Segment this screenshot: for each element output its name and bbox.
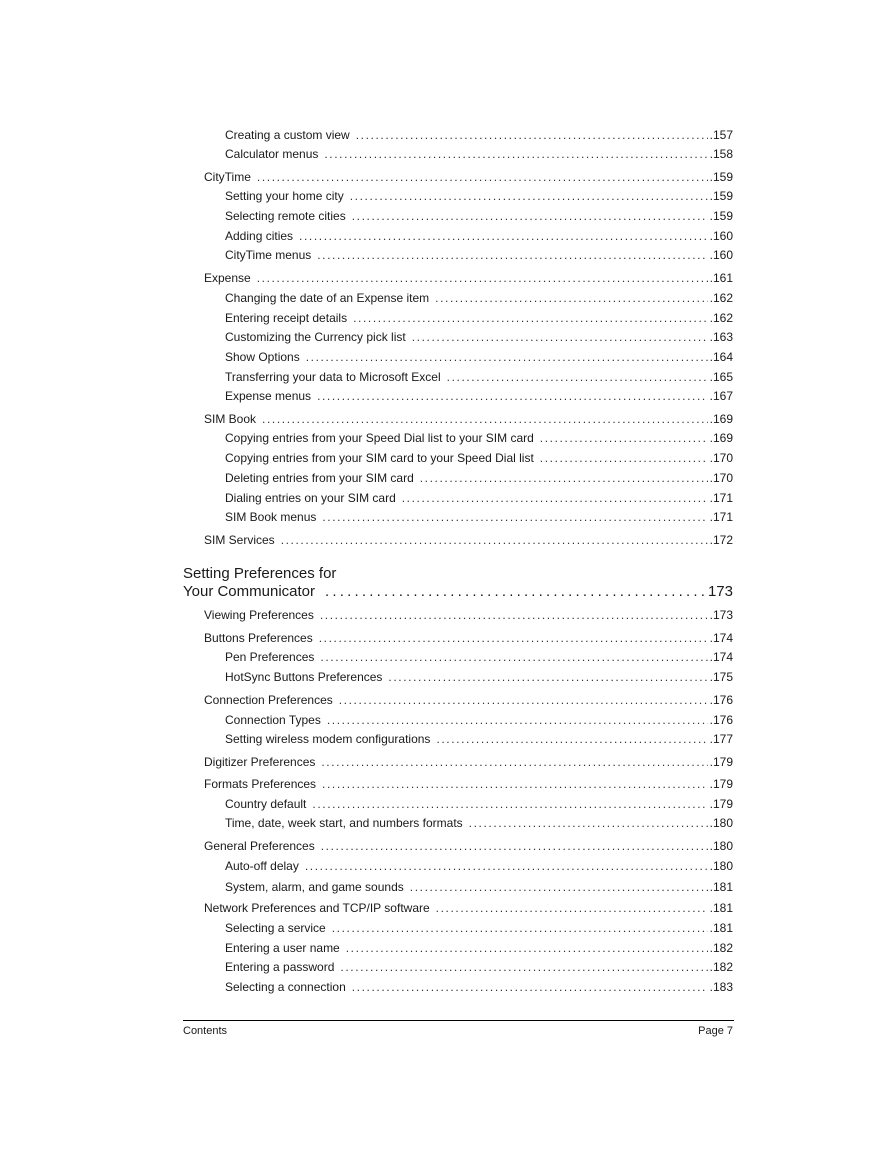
toc-entry-title: Viewing Preferences: [204, 608, 314, 622]
dot-leader: [306, 349, 708, 365]
dot-leader: [324, 146, 707, 162]
toc-entry-page: .159: [709, 170, 733, 184]
dot-leader: [322, 776, 708, 792]
toc-entry-title: Pen Preferences: [225, 650, 315, 664]
dot-leader: [317, 247, 707, 263]
toc-entry[interactable]: [225, 369, 733, 385]
footer-section-name: Contents: [183, 1025, 228, 1037]
toc-entry[interactable]: [225, 796, 733, 812]
toc-entry[interactable]: [204, 900, 733, 916]
toc-entry-title: Expense: [204, 271, 251, 285]
toc-entry[interactable]: [225, 329, 733, 345]
toc-entry-page: .179: [709, 755, 733, 769]
toc-entry-title: Copying entries from your SIM card to your Speed Dial list: [225, 451, 534, 465]
dot-leader: [312, 796, 707, 812]
dot-leader: [321, 838, 708, 854]
toc-entry[interactable]: [225, 247, 733, 263]
dot-leader: [352, 208, 708, 224]
dot-leader: [420, 470, 708, 486]
toc-entry-title: SIM Book: [204, 412, 257, 426]
toc-entry-title: Customizing the Currency pick list: [225, 330, 406, 344]
toc-entry-page: .180: [709, 859, 733, 873]
toc-entry-page: .176: [709, 693, 733, 707]
toc-entry[interactable]: [204, 838, 733, 854]
dot-leader: [350, 188, 708, 204]
dot-leader: [321, 754, 707, 770]
dot-leader: [262, 411, 708, 427]
toc-entry-page: .179: [709, 777, 733, 791]
toc-entry-title: Entering receipt details: [225, 311, 348, 325]
dot-leader: [325, 582, 706, 601]
toc-entry-page: .159: [709, 209, 733, 223]
toc-entry-title: Calculator menus: [225, 147, 319, 161]
toc-entry-title: Deleting entries from your SIM card: [225, 471, 414, 485]
dot-leader: [540, 450, 708, 466]
toc-entry[interactable]: [225, 669, 733, 685]
toc-entry-page: .183: [709, 980, 733, 994]
toc-entry[interactable]: [225, 388, 733, 404]
toc-entry-title: Dialing entries on your SIM card: [225, 491, 396, 505]
toc-entry-title: Transferring your data to Microsoft Excel: [225, 370, 441, 384]
dot-leader: [436, 900, 708, 916]
toc-entry[interactable]: [225, 979, 733, 995]
dot-leader: [410, 879, 708, 895]
toc-entry-page: .171: [709, 510, 733, 524]
toc-entry-title: Copying entries from your Speed Dial list to your SIM card: [225, 431, 534, 445]
dot-leader: [388, 669, 707, 685]
toc-entry-page: .162: [709, 291, 733, 305]
toc-entry-title: General Preferences: [204, 839, 315, 853]
dot-leader: [317, 388, 708, 404]
toc-entry-title: Changing the date of an Expense item: [225, 291, 430, 305]
dot-leader: [257, 270, 708, 286]
dot-leader: [305, 858, 708, 874]
toc-entry-page: .158: [709, 147, 733, 161]
toc-entry-title: Network Preferences and TCP/IP software: [204, 901, 430, 915]
toc-entry-page: .180: [709, 839, 733, 853]
footer-rule: [183, 1020, 734, 1021]
toc-entry-page: .170: [709, 451, 733, 465]
toc-entry[interactable]: [225, 349, 733, 365]
toc-entry-page: .164: [709, 350, 733, 364]
toc-entry-page: .169: [709, 412, 733, 426]
toc-entry[interactable]: [225, 959, 733, 975]
toc-entry[interactable]: [225, 450, 733, 466]
toc-entry[interactable]: [225, 470, 733, 486]
toc-entry[interactable]: [225, 920, 733, 936]
toc-entry[interactable]: [225, 127, 733, 143]
toc-entry-page: .176: [709, 713, 733, 727]
toc-entry-title: Entering a password: [225, 960, 335, 974]
toc-entry[interactable]: [225, 712, 733, 728]
dot-leader: [540, 430, 708, 446]
toc-entry-page: .181: [709, 880, 733, 894]
toc-entry-title: Setting your home city: [225, 189, 344, 203]
dot-leader: [281, 532, 708, 548]
toc-entry-page: .163: [709, 330, 733, 344]
dot-leader: [346, 940, 708, 956]
toc-entry[interactable]: [225, 430, 733, 446]
toc-entry[interactable]: [204, 411, 733, 427]
toc-entry-title: SIM Services: [204, 533, 275, 547]
dot-leader: [447, 369, 708, 385]
toc-entry-title: Buttons Preferences: [204, 631, 313, 645]
toc-entry[interactable]: [225, 188, 733, 204]
dot-leader: [352, 979, 708, 995]
dot-leader: [353, 310, 708, 326]
dot-leader: [320, 649, 707, 665]
toc-entry-page: .157: [709, 128, 733, 142]
dot-leader: [402, 490, 708, 506]
toc-entry[interactable]: [204, 776, 733, 792]
toc-entry-title: Adding cities: [225, 229, 294, 243]
dot-leader: [299, 228, 708, 244]
section-heading-page: 173: [707, 583, 733, 600]
toc-entry[interactable]: [225, 228, 733, 244]
toc-entry-page: .174: [709, 631, 733, 645]
toc-entry[interactable]: [204, 532, 733, 548]
toc-entry[interactable]: [204, 754, 733, 770]
toc-entry-page: .174: [709, 650, 733, 664]
toc-entry-page: .165: [709, 370, 733, 384]
toc-entry-title: CityTime menus: [225, 248, 312, 262]
toc-entry[interactable]: [225, 649, 733, 665]
toc-entry-page: .159: [709, 189, 733, 203]
toc-entry[interactable]: [225, 146, 733, 162]
toc-entry-title: Selecting a service: [225, 921, 326, 935]
toc-entry-title: Expense menus: [225, 389, 312, 403]
toc-entry-title: Connection Preferences: [204, 693, 333, 707]
toc-entry[interactable]: [225, 310, 733, 326]
toc-entry-page: .175: [709, 670, 733, 684]
toc-entry-page: .173: [709, 608, 733, 622]
section-heading[interactable]: Setting Preferences for: [183, 565, 337, 582]
toc-entry[interactable]: [225, 208, 733, 224]
toc-entry-title: HotSync Buttons Preferences: [225, 670, 383, 684]
toc-entry-page: .172: [709, 533, 733, 547]
section-heading-title: Your Communicator: [183, 583, 316, 600]
toc-entry[interactable]: [204, 169, 733, 185]
dot-leader: [339, 692, 708, 708]
dot-leader: [340, 959, 707, 975]
toc-entry-page: .167: [709, 389, 733, 403]
toc-entry-page: .181: [709, 921, 733, 935]
toc-entry-title: Entering a user name: [225, 941, 340, 955]
toc-entry[interactable]: [225, 290, 733, 306]
dot-leader: [327, 712, 708, 728]
toc-entry[interactable]: [225, 490, 733, 506]
toc-entry-page: .169: [709, 431, 733, 445]
toc-entry-page: .177: [709, 732, 733, 746]
toc-entry[interactable]: [225, 940, 733, 956]
toc-entry-title: System, alarm, and game sounds: [225, 880, 404, 894]
toc-entry-page: .160: [709, 229, 733, 243]
toc-entry-title: Formats Preferences: [204, 777, 317, 791]
toc-entry-title: Creating a custom view: [225, 128, 350, 142]
toc-entry-title: Connection Types: [225, 713, 321, 727]
toc-entry-title: SIM Book menus: [225, 510, 317, 524]
toc-entry-page: .181: [709, 901, 733, 915]
toc-entry-page: .180: [709, 816, 733, 830]
toc-entry-title: Selecting remote cities: [225, 209, 346, 223]
dot-leader: [435, 290, 708, 306]
dot-leader: [332, 920, 708, 936]
toc-entry-page: .170: [709, 471, 733, 485]
toc-entry-title: Country default: [225, 797, 307, 811]
dot-leader: [320, 607, 708, 623]
dot-leader: [257, 169, 708, 185]
toc-entry[interactable]: [225, 731, 733, 747]
toc-entry-page: .160: [709, 248, 733, 262]
toc-entry-title: Setting wireless modem configurations: [225, 732, 431, 746]
toc-entry[interactable]: [225, 879, 733, 895]
dot-leader: [436, 731, 707, 747]
dot-leader: [322, 509, 707, 525]
toc-entry-title: Digitizer Preferences: [204, 755, 316, 769]
toc-entry-page: .179: [709, 797, 733, 811]
toc-entry-title: CityTime: [204, 170, 251, 184]
footer-page-number: Page 7: [698, 1025, 733, 1037]
toc-entry[interactable]: [204, 607, 733, 623]
toc-entry[interactable]: [204, 692, 733, 708]
toc-entry-page: .161: [709, 271, 733, 285]
toc-entry-title: Selecting a connection: [225, 980, 346, 994]
toc-entry[interactable]: [204, 630, 733, 646]
toc-entry-page: .171: [709, 491, 733, 505]
section-heading-entry[interactable]: [183, 582, 733, 601]
toc-entry-title: Show Options: [225, 350, 300, 364]
toc-entry[interactable]: [225, 509, 733, 525]
toc-entry[interactable]: [225, 815, 733, 831]
toc-entry-title: Time, date, week start, and numbers formats: [225, 816, 463, 830]
dot-leader: [412, 329, 708, 345]
toc-entry-page: .182: [709, 941, 733, 955]
dot-leader: [356, 127, 708, 143]
toc-entry-page: .182: [709, 960, 733, 974]
toc-entry[interactable]: [204, 270, 733, 286]
dot-leader: [319, 630, 708, 646]
dot-leader: [469, 815, 708, 831]
toc-entry-title: Auto-off delay: [225, 859, 299, 873]
toc-entry[interactable]: [225, 858, 733, 874]
toc-entry-page: .162: [709, 311, 733, 325]
